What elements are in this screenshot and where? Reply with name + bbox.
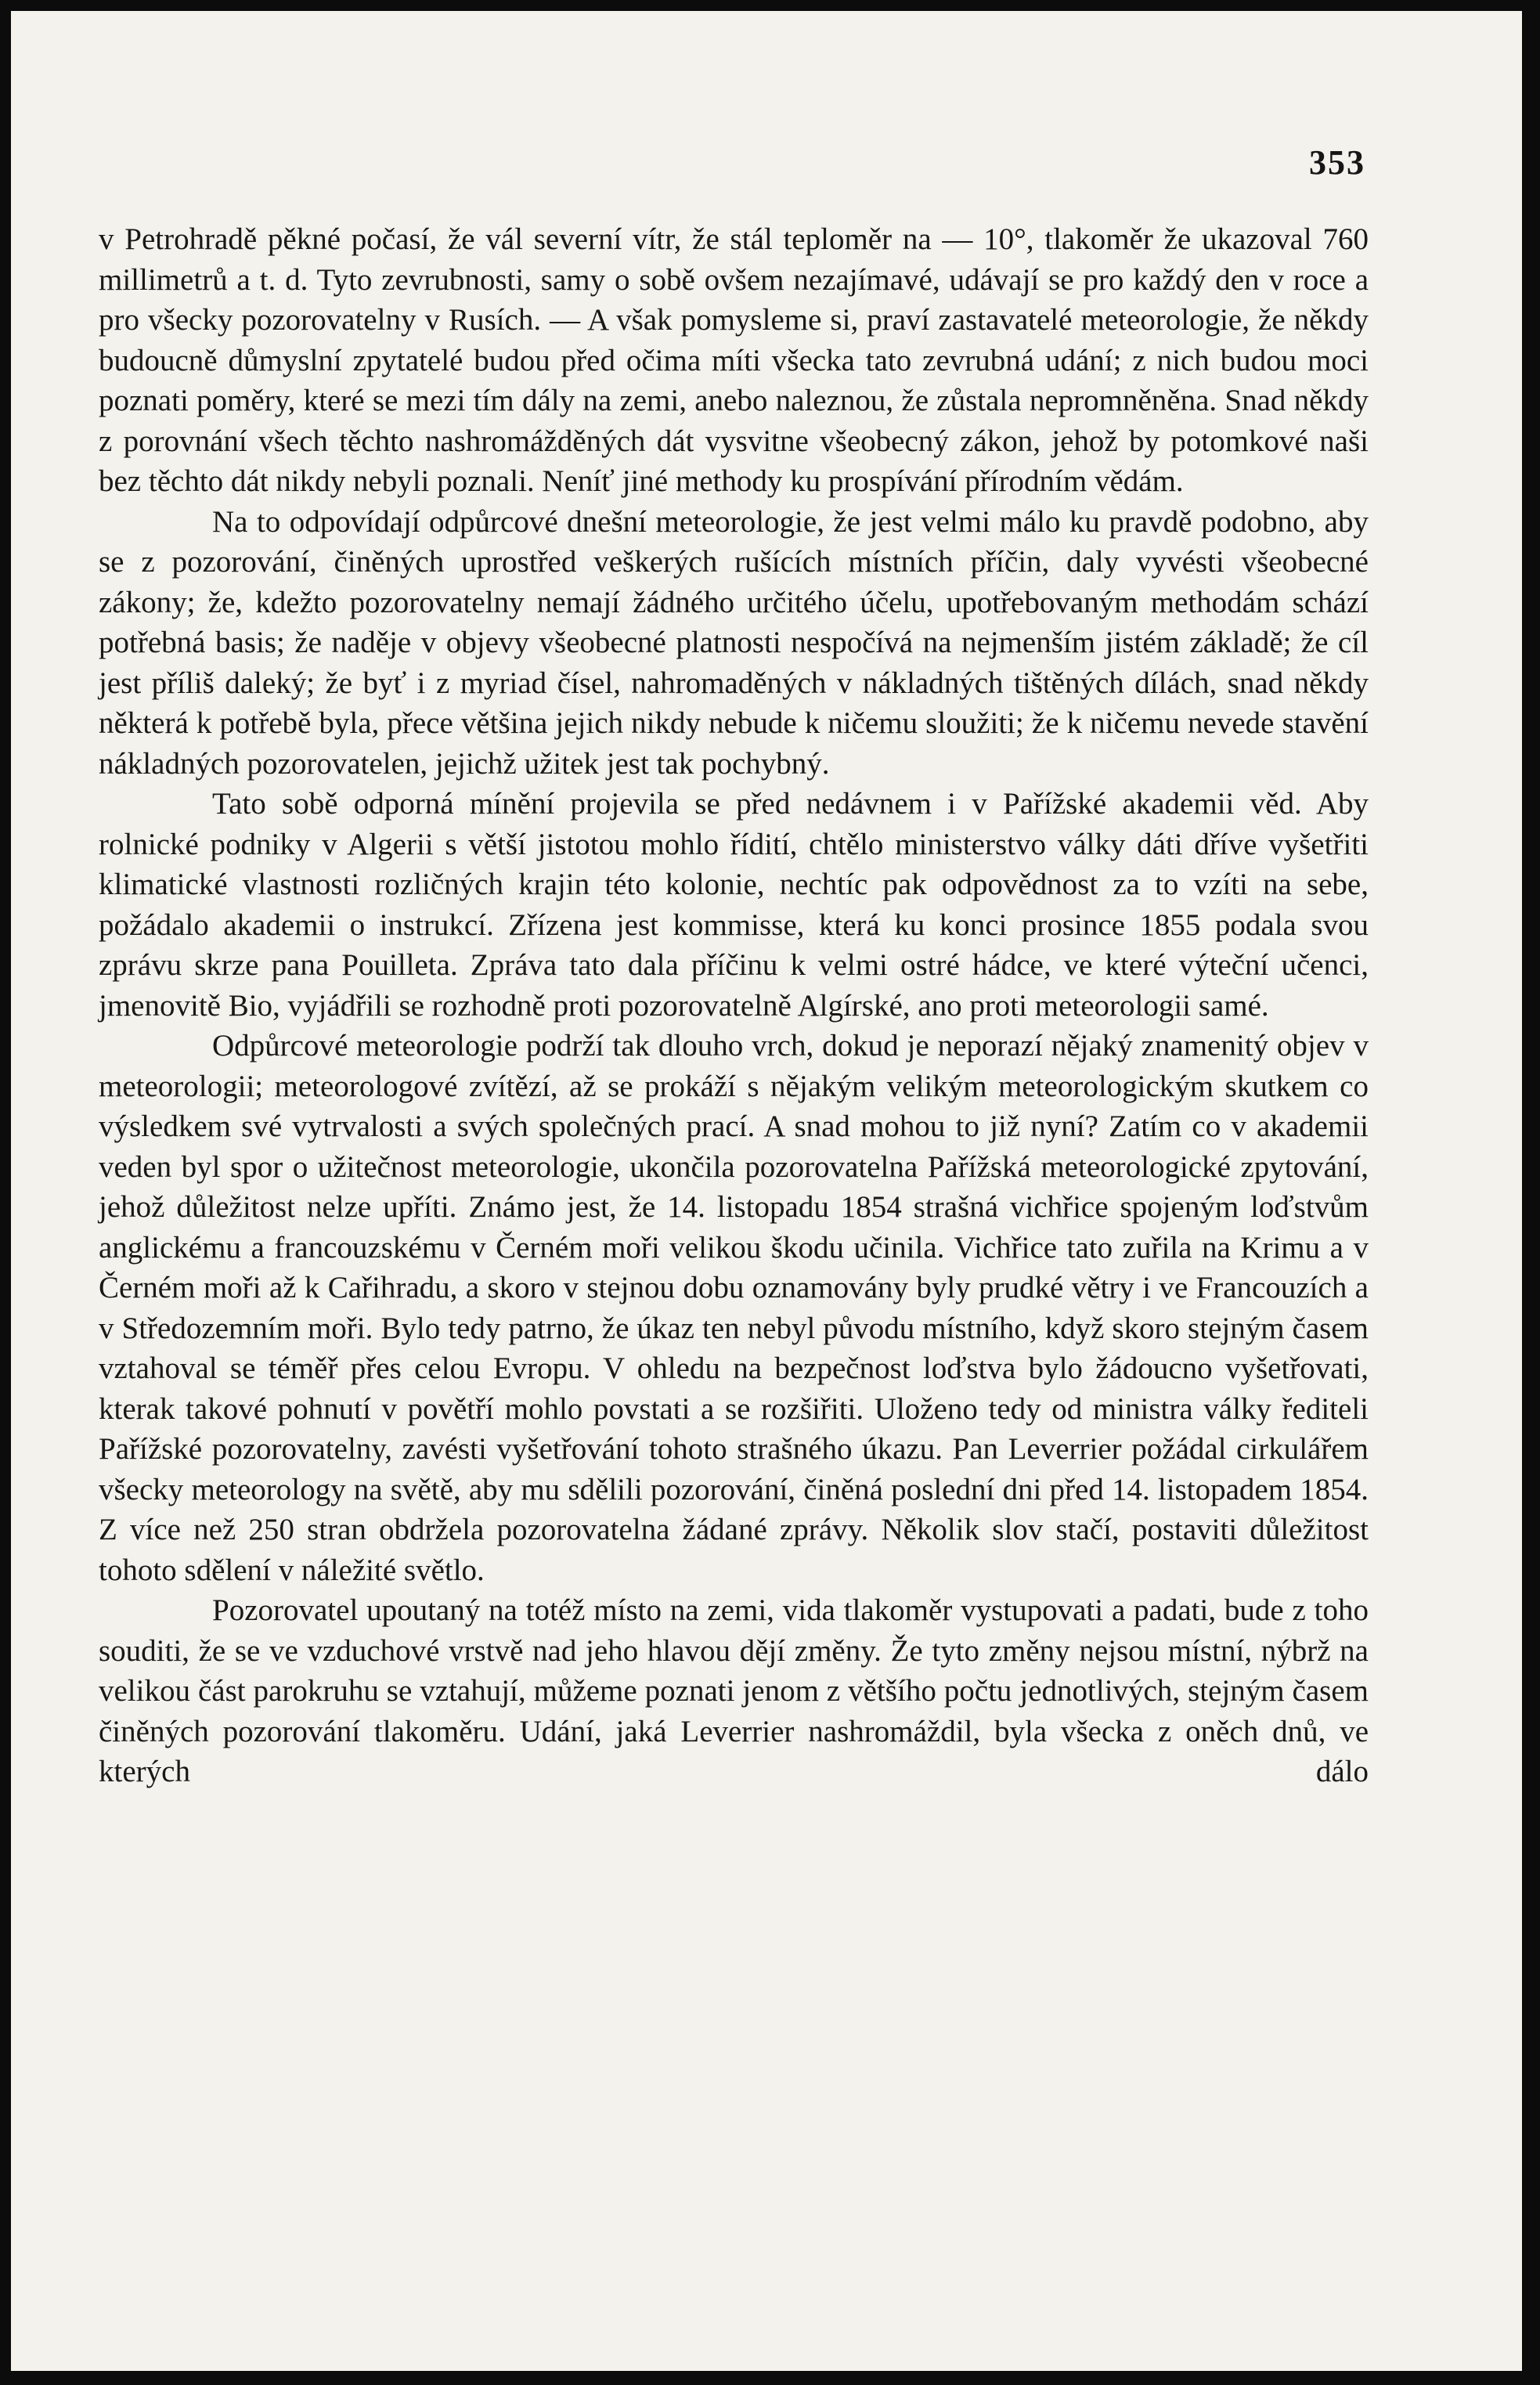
- paragraph-4: Odpůrcové meteorologie podrží tak dlouho vrch, dokud je neporazí nějaký znamenitý objev v meteorologii; meteorologové zvítězí, až se prokáží s nějakým velikým meteorologickým skutkem co výsledkem své vytrvalosti a svých společných prací. A snad mohou to již nyní? Zatím co v akademii veden byl spor o užitečnost meteorologie, ukončila pozorovatelna Pařížská meteorologické zpytování, jehož důležitost nelze upříti. Známo jest, že 14. listopadu 1854 strašná vichřice spojeným loďstvům anglickému a francouzskému v Černém moři velikou škodu učinila. Vichřice tato zuřila na Krimu a v Černém moři až k Cařihradu, a skoro v stejnou dobu oznamovány byly prudké větry i ve Francouzích a v Středozemním moři. Bylo tedy patrno, že úkaz ten nebyl původu místního, když skoro stejným časem vztahoval se téměř přes celou Evropu. V ohledu na bezpečnost loďstva bylo žádoucno vyšetřovati, kterak takové pohnutí v povětří mohlo povstati a se rozšiřiti. Uloženo tedy od ministra války řediteli Pařížské pozorovatelny, zavésti vyšetřování tohoto strašného úkazu. Pan Leverrier požádal cirkulářem všecky meteorology na světě, aby mu sdělili pozorování, činěná poslední dni před 14. listopadem 1854. Z více než 250 stran obdržela pozorovatelna žádané zprávy. Několik slov stačí, postaviti důležitost tohoto sdělení v náležité světlo.: [99, 1029, 1369, 1587]
- paragraph-2: Na to odpovídají odpůrcové dnešní meteorologie, že jest velmi málo ku pravdě podobno, aby se z pozorování, činěných uprostřed veškerých rušících místních příčin, daly vyvésti všeobecné zákony; že, kdežto pozorovatelny nemají žádného určitého účelu, upotřebovaným methodám schází potřebná basis; že naděje v objevy všeobecné platnosti nespočívá na nejmenším jistém základě; že cíl jest příliš daleký; že byť i z myriad čísel, nahromaděných v nákladných tištěných dílách, snad někdy některá k potřebě byla, přece většina jejich nikdy nebude k ničemu sloužiti; že k ničemu nevede stavění nákladných pozorovatelen, jejichž užitek jest tak pochybný.: [99, 504, 1369, 781]
- book-page: [11, 11, 1522, 2371]
- paragraph-3: Tato sobě odporná mínění projevila se před nedávnem i v Pařížské akademii věd. Aby rolnické podniky v Algerii s větší jistotou mohlo řídití, chtělo ministerstvo války dáti dříve vyšetřiti klimatické vlastnosti rozličných krajin této kolonie, nechtíc pak odpovědnost za to vzíti na sebe, požádalo akademii o instrukcí. Zřízena jest kommisse, která ku konci prosince 1855 podala svou zprávu skrze pana Pouilleta. Zpráva tato dala příčinu k velmi ostré hádce, ve které výteční učenci, jmenovitě Bio, vyjádřili se rozhodně proti pozorovatelně Algírské, ano proti meteorologii samé.: [99, 787, 1369, 1023]
- paragraph-5: Pozorovatel upoutaný na totéž místo na zemi, vida tlakoměr vystupovati a padati, bude z toho souditi, že se ve vzduchové vrstvě nad jeho hlavou dějí změny. Že tyto změny nejsou místní, nýbrž na velikou část parokruhu se vztahují, můžeme poznati jenom z většího počtu jednotlivých, stejným časem činěných pozorování tlakoměru. Udání, jaká Leverrier nashromáždil, byla všecka z oněch dnů, ve kterých dálo: [99, 1593, 1369, 1788]
- paragraph-1: v Petrohradě pěkné počasí, že vál severní vítr, že stál teploměr na — 10°, tlakoměr že ukazoval 760 millimetrů a t. d. Tyto zevrubnosti, samy o sobě ovšem nezajímavé, udávají se pro každý den v roce a pro všecky pozorovatelny v Rusích. — A však pomysleme si, praví zastavatelé meteorologie, že někdy budoucně důmyslní zpytatelé budou před očima míti všecka tato zevrubná udání; z nich budou moci poznati poměry, které se mezi tím dály na zemi, anebo naleznou, že zůstala nepromněněna. Snad někdy z porovnání všech těchto nashromážděných dát vysvitne všeobecný zákon, jehož by potomkové naši bez těchto dát nikdy nebyli poznali. Neníť jiné methody ku prospívání přírodním vědám.: [99, 222, 1369, 498]
- page-number: 353: [1309, 143, 1365, 182]
- body-text: [99, 219, 1369, 1792]
